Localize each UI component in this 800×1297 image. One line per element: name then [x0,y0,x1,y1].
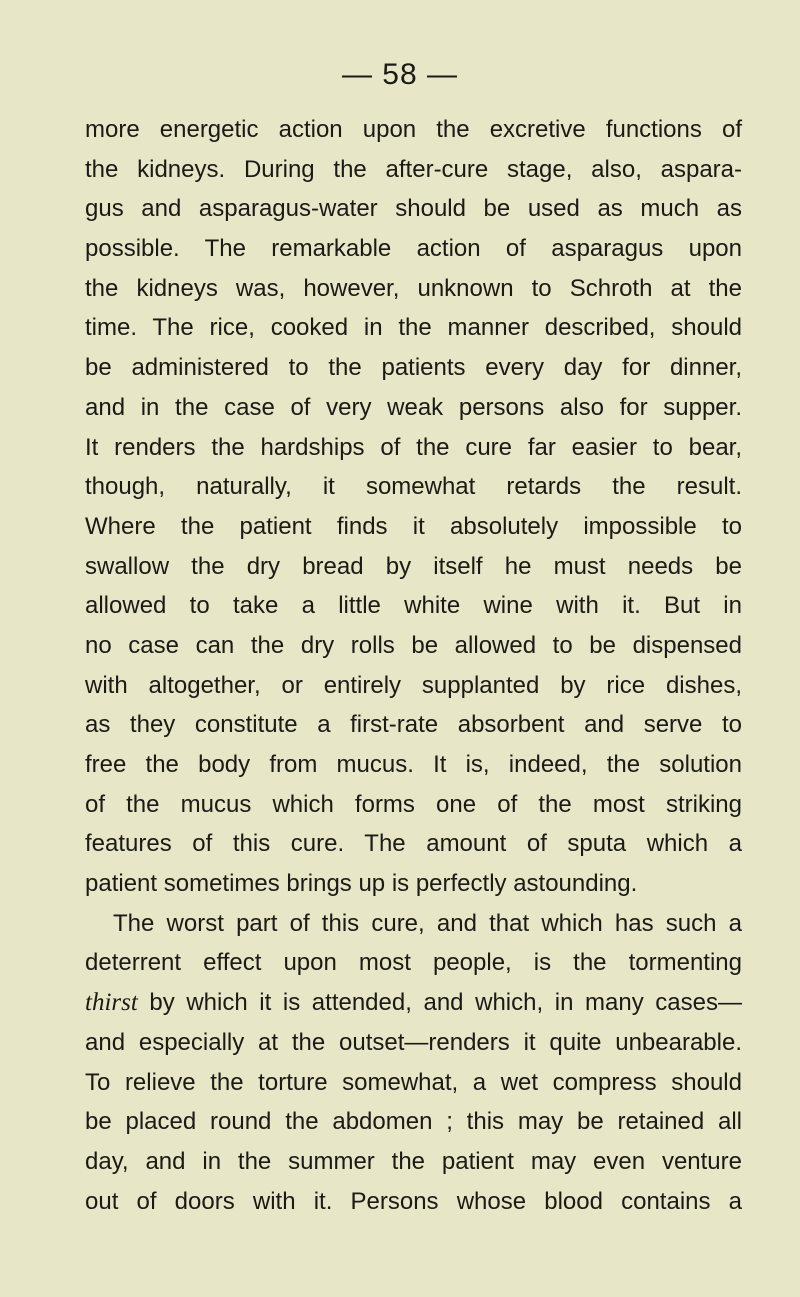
text-line-rest: by which it is attended, and which, in many cases— [149,989,742,1017]
text-line: though, naturally, it somewhat retards the result. [85,473,742,501]
text-line: and especially at the outset—renders it quite unbearable. [85,1028,742,1056]
text-line: no case can the dry rolls be allowed to be dispensed [85,631,742,659]
text-line: It renders the hardships of the cure far easier to bear, [85,433,742,461]
text-line: be placed round the abdomen ; this may be retained all [85,1108,742,1136]
text-line: be administered to the patients every day for dinner, [85,354,742,382]
text-line: swallow the dry bread by itself he must needs be [85,552,742,580]
text-line: features of this cure. The amount of sputa which a [85,830,742,858]
text-line: To relieve the torture somewhat, a wet compress should [85,1068,742,1096]
text-line: with altogether, or entirely supplanted by rice dishes, [85,671,742,699]
text-line: of the mucus which forms one of the most striking [85,790,742,818]
page-number: — 58 — [341,58,459,91]
text-line: The worst part of this cure, and that which has such a [113,909,742,937]
text-line: deterrent effect upon most people, is the tormenting [85,949,742,977]
text-line: patient sometimes brings up is perfectly astounding. [85,870,638,898]
text-line: possible. The remarkable action of asparagus upon [85,235,742,263]
text-line: time. The rice, cooked in the manner described, should [85,314,742,342]
text-line: as they constitute a first-rate absorbent and serve to [85,711,742,739]
text-line: out of doors with it. Persons whose blood contains a [85,1187,742,1215]
text-line: the kidneys was, however, unknown to Schroth at the [85,274,742,302]
italic-word: thirst [85,989,138,1017]
text-line: gus and asparagus-water should be used as much as [85,195,742,223]
text-line: and in the case of very weak persons also for supper. [85,393,742,421]
body-text [85,110,742,1221]
text-line: free the body from mucus. It is, indeed, the solution [85,751,742,778]
text-line: Where the patient finds it absolutely impossible to [85,512,742,540]
text-line: allowed to take a little white wine with it. But in [85,592,742,620]
text-line: more energetic action upon the excretive functions of [85,116,742,143]
text-line: the kidneys. During the after-cure stage, also, aspara- [85,155,742,183]
text-line: day, and in the summer the patient may even venture [85,1147,742,1175]
text-line-with-italic [85,983,742,1023]
